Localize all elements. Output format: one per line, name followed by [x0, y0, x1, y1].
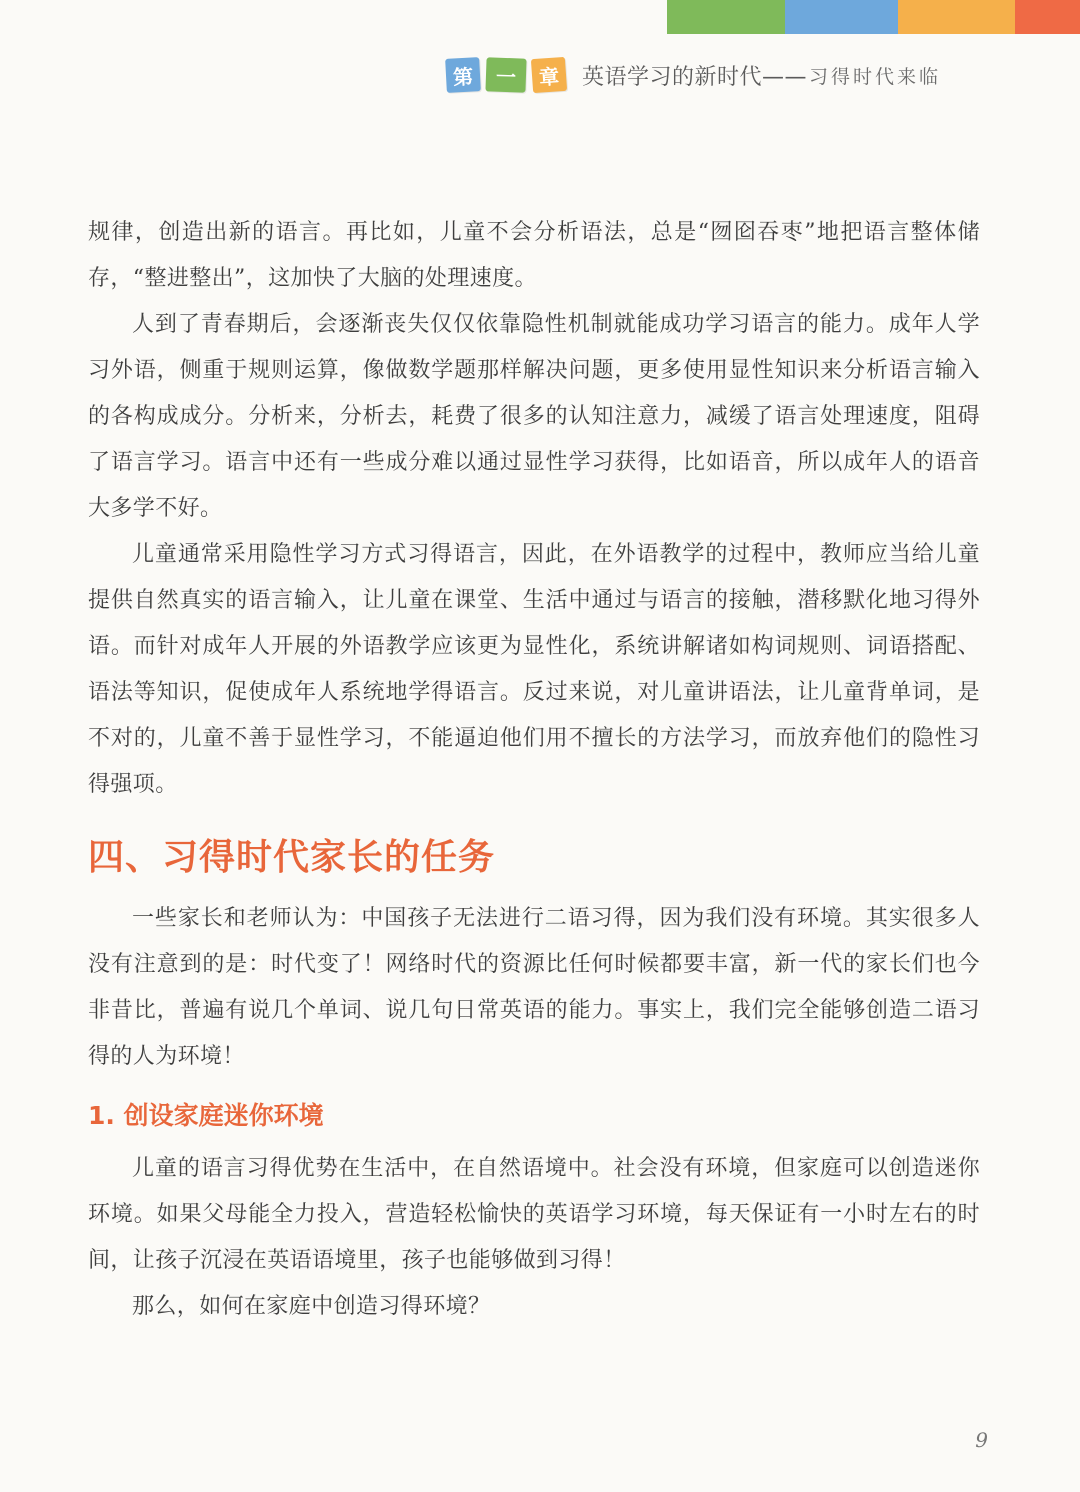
chapter-subtitle: 习得时代来临: [809, 65, 942, 88]
subsection-paragraph: 儿童的语言习得优势在生活中，在自然语境中。社会没有环境，但家庭可以创造迷你环境。如果父母能全力投入，营造轻松愉快的英语学习环境，每天保证有一小时左右的时间，让孩子沉浸在英语语境里，孩子也能够做到习得！: [88, 1156, 980, 1273]
top-color-bar-orange: [898, 0, 1015, 34]
chapter-badge-zhang: 章: [531, 57, 567, 93]
section-heading: 四、习得时代家长的任务: [88, 837, 496, 878]
body-paragraph: 儿童通常采用隐性学习方式习得语言，因此，在外语教学的过程中，教师应当给儿童提供自然真实的语言输入，让儿童在课堂、生活中通过与语言的接触，潜移默化地习得外语。而针对成年人开展的外语教学应该更为显性化，系统讲解诸如构词规则、词语搭配、语法等知识，促使成年人系统地学得语言。反过来说，对儿童讲语法，让儿童背单词，是不对的，儿童不善于显性学习，不能逼迫他们用不擅长的方法学习，而放弃他们的隐性习得强项。: [88, 542, 980, 797]
chapter-badge-di: 第: [445, 57, 481, 93]
section-paragraph: 一些家长和老师认为：中国孩子无法进行二语习得，因为我们没有环境。其实很多人没有注意到的是：时代变了！网络时代的资源比任何时候都要丰富，新一代的家长们也今非昔比，普遍有说几个单词、说几句日常英语的能力。事实上，我们完全能够创造二语习得的人为环境！: [88, 906, 980, 1069]
page-number: 9: [975, 1428, 988, 1452]
chapter-header: [446, 52, 941, 98]
body-paragraph: 规律，创造出新的语言。再比如，儿童不会分析语法，总是“囫囵吞枣”地把语言整体储存，“整进整出”，这加快了大脑的处理速度。: [88, 220, 980, 291]
top-color-bar-green: [667, 0, 785, 34]
top-color-bar-red: [1015, 0, 1080, 34]
top-color-bar-blue: [785, 0, 898, 34]
page-content: [88, 210, 980, 1330]
chapter-title: 英语学习的新时代——: [582, 64, 808, 90]
chapter-badge-yi: 一: [485, 57, 526, 92]
subsection-heading: 1. 创设家庭迷你环境: [88, 1101, 324, 1130]
body-paragraph: 人到了青春期后，会逐渐丧失仅仅依靠隐性机制就能成功学习语言的能力。成年人学习外语，侧重于规则运算，像做数学题那样解决问题，更多使用显性知识来分析语言输入的各构成成分。分析来，分析去，耗费了很多的认知注意力，减缓了语言处理速度，阻碍了语言学习。语言中还有一些成分难以通过显性学习获得，比如语音，所以成年人的语音大多学不好。: [88, 312, 980, 521]
closing-question: 那么，如何在家庭中创造习得环境？: [132, 1294, 491, 1319]
